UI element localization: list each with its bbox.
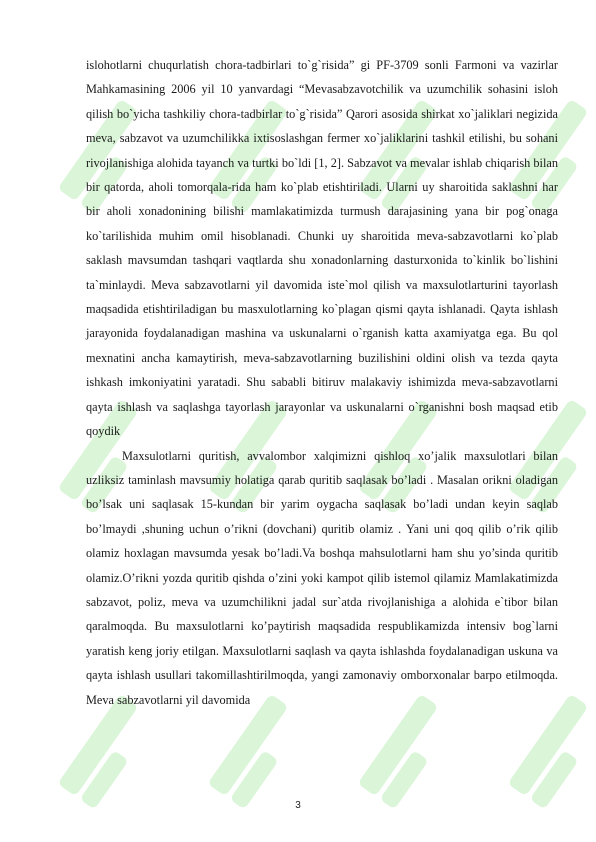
paragraph-1: islohotlarni chuqurlatish chora-tadbirlari to`g`risida” gi PF-3709 sonli Farmoni va vazirlar Mahkamasining 2006 yil 10 yanvardagi “Mevasabzavotchilik va uzumchilik sohasini isloh qilish bo`yicha tashkiliy chora-tadbirlar to`g`risida” Qarori asosida shirkat xo`jaliklari negizida meva, sabzavot va uzumchilikka ixtisoslashgan fermer xo`jaliklarini tashkil etilishi, bu sohani rivojlanishiga alohida tayanch va turtki bo`ldi [1, 2]. Sabzavot va mevalar ishlab chiqarish bilan bir qatorda, aholi tomorqala-rida ham ko`plab etishtiriladi. Ularni uy sharoitida saklashni har bir aholi xonadonining bilishi mamlakatimizda turmush darajasining yana bir pog`onaga ko`tarilishida muhim omil hisoblanadi. Chunki uy sharoitida meva-sabzavotlarni ko`plab saklash mavsumdan tashqari vaqtlarda shu xonadonlarning dasturxonida to`kinlik bo`lishini ta`minlaydi. Meva sabzavotlarni yil davomida iste`mol qilish va maxsulotlarturini tayorlash maqsadida etishtiriladigan bu masxulotlarning ko`plagan qismi qayta ishlanadi. Qayta ishlash jarayonida foydalanadigan mashina va uskunalarni o`rganish katta axamiyatga ega. Bu qol mexnatini ancha kamaytirish, meva-sabzavotlarning buzilishini oldini olish va tezda qayta ishkash imkoniyatini yaratadi. Shu sababli bitiruv malakaviy ishimizda meva-sabzavotlarni qayta ishlash va saqlashga tayorlash jarayonlar va uskunalarni o`rganishni bosh maqsad etib qoydik xyxy=(86,58,558,439)
paragraph-2: Maxsulotlarni quritish, avvalombor xalqimizni qishloq xo’jalik maxsulotlari bilan uzliksiz taminlash mavsumiy holatiga qarab quritib saqlasak bo’ladi . Masalan orikni oladigan bo’lsak uni saqlasak 15-kundan bir yarim oygacha saqlasak bo’ladi undan keyin saqlab bo’lmaydi ,shuning uchun o’rikni (dovchani) quritib olamiz . Yani uni qoq qilib o’rik qilib olamiz hoxlagan mavsumda yesak bo’ladi.Va boshqa mahsulotlarni ham shu yo’sinda quritib olamiz.O’rikni yozda quritib qishda o’zini yoki kampot qilib istemol qilamiz Mamlakatimizda sabzavot, poliz, meva va uzumchilikni jadal sur`atda rivojlanishiga a alohida e`tibor bilan qaralmoqda. Bu maxsulotlarni ko’paytirish maqsadida respublikamizda intensiv bog`larni yaratish keng joriy etilgan. Maxsulotlarni saqlash va qayta ishlashda foydalanadigan uskuna va qayta ishlash usullari takomillashtirilmoqda, yangi zamonaviy omborxonalar barpo etilmoqda. Meva sabzavotlarni yil davomida xyxy=(86,448,558,707)
page-number: 3 xyxy=(295,800,301,811)
document-body xyxy=(86,53,558,712)
